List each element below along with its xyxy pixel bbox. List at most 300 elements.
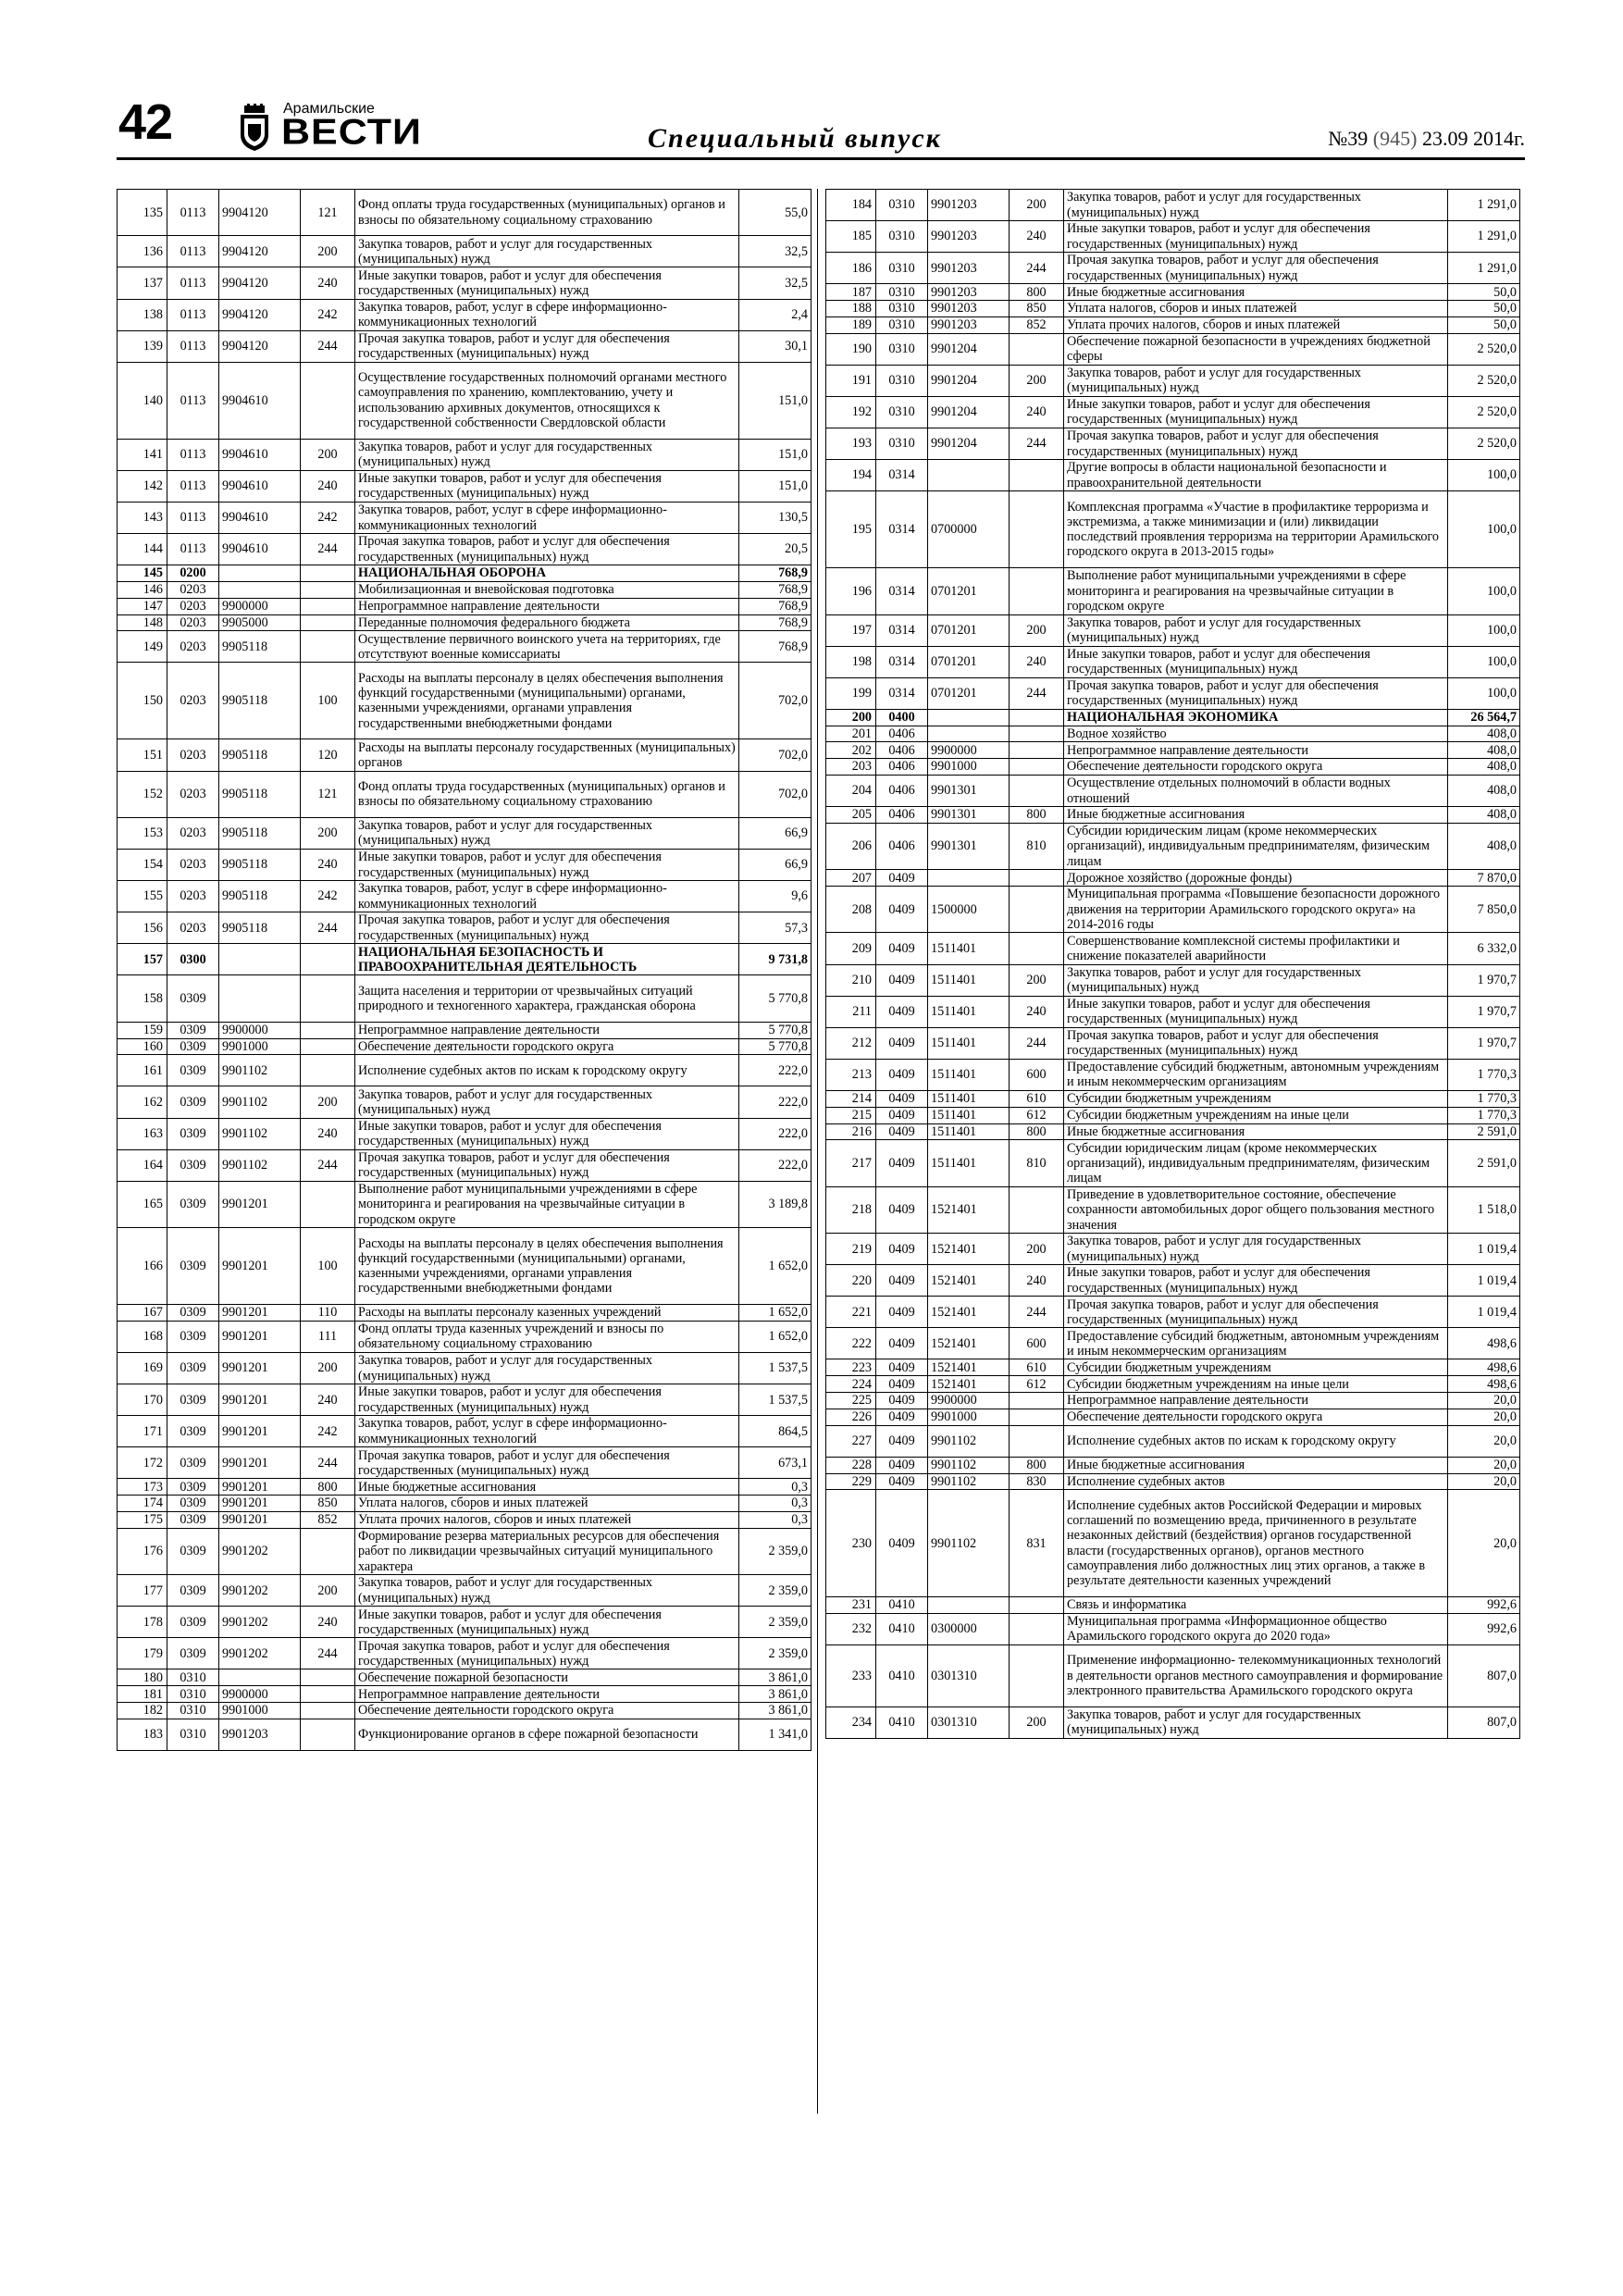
row-description: Фонд оплаты труда казенных учреждений и взносы по обязательному социальному страхованию [355, 1321, 739, 1352]
row-description: НАЦИОНАЛЬНАЯ ОБОРОНА [355, 565, 739, 582]
row-amount: 1 341,0 [739, 1719, 812, 1750]
row-description: Иные закупки товаров, работ и услуг для обеспечения государственных (муниципальных) нужд [355, 1118, 739, 1149]
row-amount: 55,0 [739, 190, 812, 236]
row-amount: 498,6 [1448, 1328, 1520, 1359]
table-row [826, 776, 1520, 807]
row-number: 213 [826, 1059, 876, 1090]
issue-info [1328, 129, 1525, 149]
expense-type-code [301, 581, 355, 598]
row-amount: 408,0 [1448, 807, 1520, 824]
row-description: Непрограммное направление деятельности [355, 598, 739, 614]
row-description: Обеспечение деятельности городского округа [355, 1038, 739, 1055]
section-code: 0409 [876, 1234, 928, 1265]
row-amount: 1 652,0 [739, 1321, 812, 1352]
section-code: 0314 [876, 614, 928, 646]
row-description: Прочая закупка товаров, работ и услуг для обеспечения государственных (муниципальных) нужд [355, 330, 739, 362]
table-row [118, 1305, 812, 1322]
expense-type-code [1010, 742, 1064, 759]
row-number: 160 [118, 1038, 167, 1055]
row-amount: 2 359,0 [739, 1528, 812, 1574]
row-number: 209 [826, 933, 876, 964]
expense-type-code: 612 [1010, 1107, 1064, 1123]
table-row [118, 236, 812, 267]
row-description: Расходы на выплаты персоналу в целях обеспечения выполнения функций государственными (муниципальными) органами, казенными учреждениями, органами управления государственными внебюджетными фондами [355, 1228, 739, 1305]
row-amount: 20,0 [1448, 1490, 1520, 1597]
row-number: 162 [118, 1086, 167, 1118]
section-code: 0309 [167, 1353, 219, 1384]
expense-type-code: 244 [301, 912, 355, 944]
section-code: 0409 [876, 1140, 928, 1186]
row-number: 222 [826, 1328, 876, 1359]
table-row [826, 1457, 1520, 1473]
row-description: Закупка товаров, работ и услуг для государственных (муниципальных) нужд [1064, 1706, 1448, 1738]
section-code: 0113 [167, 236, 219, 267]
row-description: Непрограммное направление деятельности [1064, 1393, 1448, 1409]
table-row [826, 1409, 1520, 1425]
target-code [219, 1669, 301, 1686]
table-row [826, 568, 1520, 614]
row-amount: 702,0 [739, 771, 812, 817]
target-code: 9901202 [219, 1528, 301, 1574]
row-description: Иные бюджетные ассигнования [1064, 807, 1448, 824]
row-amount: 1 537,5 [739, 1353, 812, 1384]
row-description: Субсидии юридическим лицам (кроме некоммерческих организаций), индивидуальным предпринимателям, физическим лицам [1064, 1140, 1448, 1186]
row-number: 140 [118, 362, 167, 439]
row-description: Иные закупки товаров, работ и услуг для обеспечения государственных (муниципальных) нужд [355, 1384, 739, 1416]
row-number: 214 [826, 1090, 876, 1107]
target-code: 9905118 [219, 631, 301, 663]
row-description: Иные закупки товаров, работ и услуг для обеспечения государственных (муниципальных) нужд [1064, 396, 1448, 428]
table-row [118, 1719, 812, 1750]
row-amount: 498,6 [1448, 1359, 1520, 1376]
table-row [826, 284, 1520, 301]
row-description: Совершенствование комплексной системы профилактики и снижение показателей аварийности [1064, 933, 1448, 964]
target-code: 1511401 [928, 1027, 1010, 1059]
row-amount: 2 359,0 [739, 1575, 812, 1607]
expense-type-code: 244 [301, 1447, 355, 1479]
row-number: 220 [826, 1265, 876, 1297]
table-row [118, 1055, 812, 1086]
budget-table-left [117, 189, 812, 1751]
coat-of-arms-icon [239, 104, 270, 152]
row-amount: 20,0 [1448, 1393, 1520, 1409]
row-number: 165 [118, 1181, 167, 1227]
row-amount: 702,0 [739, 663, 812, 739]
expense-type-code [301, 1528, 355, 1574]
row-number: 221 [826, 1297, 876, 1328]
target-code: 9901102 [219, 1055, 301, 1086]
target-code: 1511401 [928, 964, 1010, 996]
row-amount: 702,0 [739, 739, 812, 771]
row-description: Закупка товаров, работ, услуг в сфере информационно-коммуникационных технологий [355, 1416, 739, 1447]
row-description: Уплата налогов, сборов и иных платежей [355, 1496, 739, 1512]
target-code: 1511401 [928, 1123, 1010, 1140]
target-code: 0701201 [928, 614, 1010, 646]
expense-type-code: 800 [1010, 284, 1064, 301]
section-code: 0309 [167, 975, 219, 1022]
expense-type-code [1010, 1409, 1064, 1425]
target-code: 9901301 [928, 823, 1010, 869]
row-number: 191 [826, 365, 876, 396]
expense-type-code [301, 614, 355, 631]
row-number: 143 [118, 502, 167, 533]
table-row [118, 502, 812, 533]
row-description: Обеспечение деятельности городского округа [355, 1703, 739, 1719]
row-description: Закупка товаров, работ и услуг для государственных (муниципальных) нужд [355, 1353, 739, 1384]
row-number: 175 [118, 1511, 167, 1528]
section-code: 0113 [167, 470, 219, 502]
row-number: 188 [826, 301, 876, 317]
section-code: 0113 [167, 299, 219, 330]
expense-type-code: 240 [1010, 996, 1064, 1027]
row-description: Связь и информатика [1064, 1596, 1448, 1613]
target-code [928, 726, 1010, 742]
table-row [826, 677, 1520, 709]
expense-type-code: 852 [1010, 316, 1064, 333]
target-code: 9901301 [928, 776, 1010, 807]
expense-type-code [1010, 870, 1064, 887]
row-number: 234 [826, 1706, 876, 1738]
expense-type-code [301, 598, 355, 614]
row-number: 147 [118, 598, 167, 614]
target-code: 9901202 [219, 1575, 301, 1607]
table-row [826, 759, 1520, 776]
table-row [118, 739, 812, 771]
section-code: 0309 [167, 1496, 219, 1512]
column-divider [817, 189, 818, 2114]
row-description: Расходы на выплаты персоналу казенных учреждений [355, 1305, 739, 1322]
row-number: 166 [118, 1228, 167, 1305]
row-amount: 1 970,7 [1448, 964, 1520, 996]
section-code: 0409 [876, 1107, 928, 1123]
section-code: 0309 [167, 1118, 219, 1149]
row-description: Прочая закупка товаров, работ и услуг для обеспечения государственных (муниципальных) нужд [1064, 253, 1448, 284]
row-description: Исполнение судебных актов [1064, 1473, 1448, 1490]
row-amount: 222,0 [739, 1149, 812, 1181]
table-row [118, 881, 812, 912]
table-row [826, 742, 1520, 759]
table-row [826, 1393, 1520, 1409]
row-description: Осуществление государственных полномочий органами местного самоуправления по хранению, комплектованию, учету и использованию архивных документов, относящихся к государственной собственности Свердловской области [355, 362, 739, 439]
row-number: 202 [826, 742, 876, 759]
row-amount: 57,3 [739, 912, 812, 944]
row-amount: 768,9 [739, 581, 812, 598]
row-number: 211 [826, 996, 876, 1027]
row-number: 192 [826, 396, 876, 428]
row-number: 193 [826, 428, 876, 459]
row-amount: 2 591,0 [1448, 1140, 1520, 1186]
target-code: 9905118 [219, 663, 301, 739]
row-amount: 100,0 [1448, 568, 1520, 614]
logo-subtitle: Арамильские [283, 101, 375, 117]
row-number: 206 [826, 823, 876, 869]
row-number: 186 [826, 253, 876, 284]
row-amount: 5 770,8 [739, 975, 812, 1022]
row-description: Применение информационно- телекоммуникационных технологий в деятельности органов местного самоуправления и формирование электронного правительства Арамильского городского округа [1064, 1644, 1448, 1706]
row-number: 228 [826, 1457, 876, 1473]
row-description: Закупка товаров, работ и услуг для государственных (муниципальных) нужд [355, 236, 739, 267]
target-code: 9904120 [219, 330, 301, 362]
row-number: 198 [826, 646, 876, 677]
right-column [825, 189, 1519, 1739]
expense-type-code: 240 [301, 470, 355, 502]
expense-type-code: 852 [301, 1511, 355, 1528]
table-row [826, 887, 1520, 933]
section-code: 0409 [876, 933, 928, 964]
row-number: 197 [826, 614, 876, 646]
row-number: 207 [826, 870, 876, 887]
row-amount: 768,9 [739, 565, 812, 582]
section-code: 0410 [876, 1706, 928, 1738]
row-number: 195 [826, 491, 876, 568]
target-code: 9904120 [219, 190, 301, 236]
left-column [117, 189, 811, 1751]
row-number: 145 [118, 565, 167, 582]
row-number: 142 [118, 470, 167, 502]
target-code: 0300000 [928, 1613, 1010, 1644]
section-code: 0400 [876, 709, 928, 726]
row-amount: 1 770,3 [1448, 1090, 1520, 1107]
issue-date: 23.09 2014г. [1421, 127, 1525, 150]
row-description: Закупка товаров, работ и услуг для государственных (муниципальных) нужд [1064, 964, 1448, 996]
table-row [826, 221, 1520, 253]
row-amount: 992,6 [1448, 1613, 1520, 1644]
row-description: Закупка товаров, работ и услуг для государственных (муниципальных) нужд [1064, 365, 1448, 396]
row-amount: 408,0 [1448, 823, 1520, 869]
target-code: 9905118 [219, 912, 301, 944]
target-code: 1511401 [928, 933, 1010, 964]
row-amount: 20,5 [739, 534, 812, 565]
section-code: 0309 [167, 1055, 219, 1086]
table-row [826, 365, 1520, 396]
table-row [118, 598, 812, 614]
row-description: Иные закупки товаров, работ и услуг для обеспечения государственных (муниципальных) нужд [1064, 1265, 1448, 1297]
row-description: Закупка товаров, работ, услуг в сфере информационно-коммуникационных технологий [355, 299, 739, 330]
table-row [118, 912, 812, 944]
expense-type-code [301, 1038, 355, 1055]
row-description: Обеспечение пожарной безопасности [355, 1669, 739, 1686]
table-row [826, 1186, 1520, 1233]
target-code: 1521401 [928, 1265, 1010, 1297]
section-code: 0409 [876, 996, 928, 1027]
section-code: 0409 [876, 887, 928, 933]
section-code: 0310 [876, 253, 928, 284]
row-number: 199 [826, 677, 876, 709]
row-amount: 3 861,0 [739, 1703, 812, 1719]
row-number: 182 [118, 1703, 167, 1719]
target-code [928, 1596, 1010, 1613]
target-code [928, 870, 1010, 887]
target-code: 9901102 [928, 1457, 1010, 1473]
row-description: Расходы на выплаты персоналу государственных (муниципальных) органов [355, 739, 739, 771]
table-row [118, 190, 812, 236]
table-row [118, 1703, 812, 1719]
section-code: 0200 [167, 565, 219, 582]
row-description: Прочая закупка товаров, работ и услуг для обеспечения государственных (муниципальных) нужд [1064, 677, 1448, 709]
expense-type-code: 612 [1010, 1376, 1064, 1393]
row-number: 173 [118, 1479, 167, 1496]
issue-total-number: (945) [1372, 127, 1418, 150]
row-number: 227 [826, 1425, 876, 1457]
table-row [826, 1473, 1520, 1490]
row-description: Иные закупки товаров, работ и услуг для обеспечения государственных (муниципальных) нужд [355, 1607, 739, 1638]
row-number: 203 [826, 759, 876, 776]
row-description: Расходы на выплаты персоналу в целях обеспечения выполнения функций государственными (муниципальными) органами, казенными учреждениями, органами управления государственными внебюджетными фондами [355, 663, 739, 739]
row-amount: 768,9 [739, 614, 812, 631]
row-amount: 6 332,0 [1448, 933, 1520, 964]
row-number: 167 [118, 1305, 167, 1322]
section-code: 0314 [876, 646, 928, 677]
row-description: Уплата налогов, сборов и иных платежей [1064, 301, 1448, 317]
section-code: 0406 [876, 726, 928, 742]
section-code: 0113 [167, 502, 219, 533]
row-number: 189 [826, 316, 876, 333]
section-code: 0203 [167, 817, 219, 849]
row-description: Муниципальная программа «Повышение безопасности дорожного движения на территории Арамильского городского округа» на 2014-2016 годы [1064, 887, 1448, 933]
row-amount: 2 520,0 [1448, 396, 1520, 428]
target-code [219, 944, 301, 975]
table-row [118, 1228, 812, 1305]
target-code: 9901203 [928, 190, 1010, 221]
row-description: Субсидии бюджетным учреждениям на иные цели [1064, 1107, 1448, 1123]
table-row [118, 1416, 812, 1447]
row-number: 155 [118, 881, 167, 912]
table-row [826, 1107, 1520, 1123]
target-code: 9905118 [219, 881, 301, 912]
table-row [118, 534, 812, 565]
target-code: 0700000 [928, 491, 1010, 568]
row-amount: 1 970,7 [1448, 1027, 1520, 1059]
target-code: 9901201 [219, 1384, 301, 1416]
page-number: 42 [118, 94, 173, 150]
row-amount: 100,0 [1448, 614, 1520, 646]
row-description: Субсидии бюджетным учреждениям [1064, 1090, 1448, 1107]
row-number: 217 [826, 1140, 876, 1186]
section-code: 0309 [167, 1022, 219, 1038]
section-code: 0113 [167, 190, 219, 236]
table-row [118, 663, 812, 739]
section-code: 0410 [876, 1596, 928, 1613]
expense-type-code: 850 [1010, 301, 1064, 317]
row-number: 164 [118, 1149, 167, 1181]
table-row [826, 1613, 1520, 1644]
row-description: Иные бюджетные ассигнования [1064, 284, 1448, 301]
row-description: Приведение в удовлетворительное состояние, обеспечение сохранности автомобильных дорог общего пользования местного значения [1064, 1186, 1448, 1233]
section-code: 0310 [876, 301, 928, 317]
target-code: 1521401 [928, 1376, 1010, 1393]
target-code: 9901203 [928, 316, 1010, 333]
target-code: 1511401 [928, 1140, 1010, 1186]
section-code: 0409 [876, 1186, 928, 1233]
section-code: 0310 [876, 365, 928, 396]
row-number: 172 [118, 1447, 167, 1479]
row-amount: 30,1 [739, 330, 812, 362]
target-code: 9905118 [219, 850, 301, 881]
row-number: 169 [118, 1353, 167, 1384]
target-code: 9901201 [219, 1321, 301, 1352]
expense-type-code: 200 [1010, 1706, 1064, 1738]
table-row [826, 1090, 1520, 1107]
row-description: Иные закупки товаров, работ и услуг для обеспечения государственных (муниципальных) нужд [355, 470, 739, 502]
row-number: 159 [118, 1022, 167, 1038]
expense-type-code [1010, 709, 1064, 726]
table-row [826, 1328, 1520, 1359]
row-description: Иные закупки товаров, работ и услуг для обеспечения государственных (муниципальных) нужд [355, 267, 739, 299]
row-amount: 66,9 [739, 817, 812, 849]
section-code: 0203 [167, 581, 219, 598]
expense-type-code: 244 [1010, 1297, 1064, 1328]
row-number: 210 [826, 964, 876, 996]
target-code: 9901203 [219, 1719, 301, 1750]
section-code: 0203 [167, 598, 219, 614]
table-row [118, 470, 812, 502]
section-code: 0203 [167, 850, 219, 881]
expense-type-code [301, 1703, 355, 1719]
row-amount: 222,0 [739, 1086, 812, 1118]
row-number: 184 [826, 190, 876, 221]
expense-type-code [1010, 1613, 1064, 1644]
target-code [928, 460, 1010, 491]
expense-type-code [1010, 933, 1064, 964]
row-description: Иные закупки товаров, работ и услуг для обеспечения государственных (муниципальных) нужд [1064, 646, 1448, 677]
row-number: 150 [118, 663, 167, 739]
table-row [118, 299, 812, 330]
row-number: 149 [118, 631, 167, 663]
section-code: 0309 [167, 1479, 219, 1496]
table-row [826, 964, 1520, 996]
row-number: 141 [118, 439, 167, 470]
table-row [118, 1528, 812, 1574]
row-description: Прочая закупка товаров, работ и услуг для обеспечения государственных (муниципальных) нужд [1064, 1297, 1448, 1328]
row-number: 218 [826, 1186, 876, 1233]
target-code: 9901203 [928, 301, 1010, 317]
section-code: 0203 [167, 881, 219, 912]
row-number: 137 [118, 267, 167, 299]
target-code: 1521401 [928, 1186, 1010, 1233]
table-row [118, 1321, 812, 1352]
row-description: Муниципальная программа «Информационное общество Арамильского городского округа до 2020 года» [1064, 1613, 1448, 1644]
target-code: 0701201 [928, 568, 1010, 614]
target-code: 9901000 [928, 1409, 1010, 1425]
row-description: Формирование резерва материальных ресурсов для обеспечения работ по ликвидации чрезвычайных ситуаций муниципального характера [355, 1528, 739, 1574]
expense-type-code: 244 [301, 1149, 355, 1181]
row-number: 161 [118, 1055, 167, 1086]
expense-type-code: 200 [1010, 614, 1064, 646]
row-description: Закупка товаров, работ и услуг для государственных (муниципальных) нужд [1064, 190, 1448, 221]
row-description: Осуществление первичного воинского учета на территориях, где отсутствуют военные комиссариаты [355, 631, 739, 663]
row-number: 231 [826, 1596, 876, 1613]
row-amount: 1 770,3 [1448, 1059, 1520, 1090]
expense-type-code: 200 [301, 1086, 355, 1118]
table-row [826, 870, 1520, 887]
row-number: 215 [826, 1107, 876, 1123]
target-code: 1521401 [928, 1234, 1010, 1265]
row-amount: 222,0 [739, 1055, 812, 1086]
expense-type-code [1010, 1596, 1064, 1613]
expense-type-code: 121 [301, 190, 355, 236]
row-amount: 1 770,3 [1448, 1107, 1520, 1123]
row-description: НАЦИОНАЛЬНАЯ БЕЗОПАСНОСТЬ И ПРАВООХРАНИТЕЛЬНАЯ ДЕЯТЕЛЬНОСТЬ [355, 944, 739, 975]
section-code: 0406 [876, 776, 928, 807]
table-row [118, 581, 812, 598]
expense-type-code: 800 [1010, 1123, 1064, 1140]
expense-type-code: 244 [301, 534, 355, 565]
table-row [826, 428, 1520, 459]
row-number: 136 [118, 236, 167, 267]
table-row [118, 1607, 812, 1638]
expense-type-code [301, 1686, 355, 1703]
target-code: 9901203 [928, 284, 1010, 301]
